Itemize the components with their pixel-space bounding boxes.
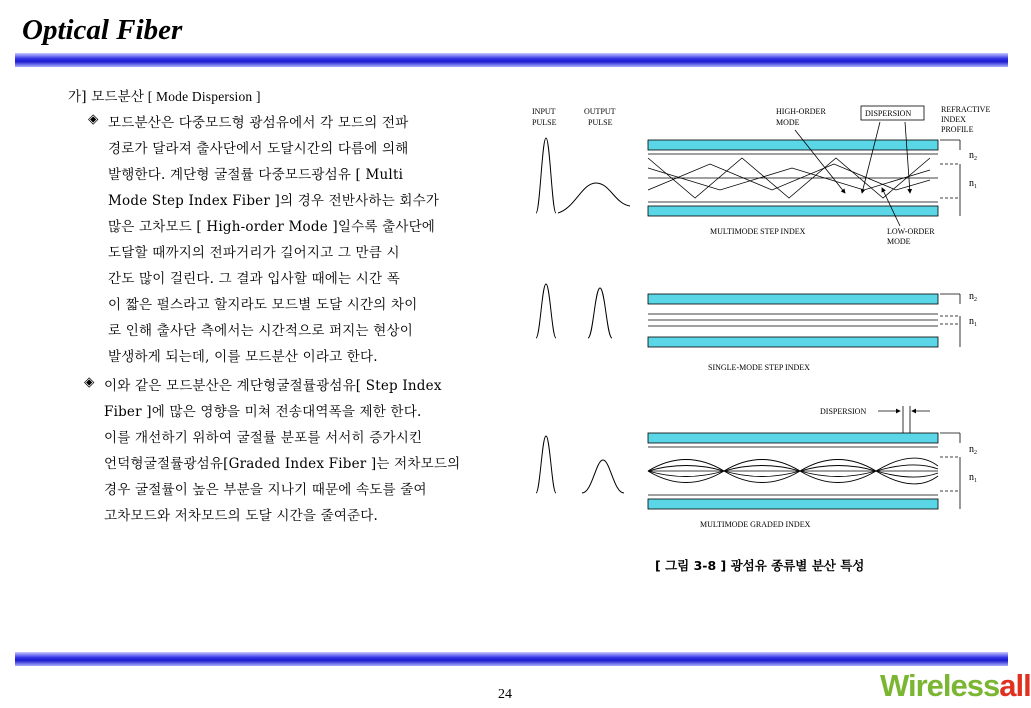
n1-label-1: $n_1$ bbox=[969, 178, 977, 190]
low-order-mode-label-1: LOW-ORDER bbox=[887, 227, 935, 236]
section-heading-korean: 가] 모드분산 bbox=[68, 89, 145, 105]
cladding-bottom-3 bbox=[648, 499, 938, 509]
single-mode-label: SINGLE-MODE STEP INDEX bbox=[708, 363, 810, 372]
bullet1-line-1: 모드분산은 다중모드형 광섬유에서 각 모드의 전파 bbox=[108, 115, 409, 131]
bullet2-line-5: 경우 굴절률이 높은 부분을 지나기 때문에 속도를 줄여 bbox=[104, 482, 427, 498]
bullet2-line-4: 언덕형굴절률광섬유[Graded Index Fiber ]는 저차모드의 bbox=[104, 456, 461, 472]
page-number: 24 bbox=[498, 687, 512, 702]
output-pulse-label-1: OUTPUT bbox=[584, 107, 616, 116]
bullet1-line-6: 도달할 때까지의 전파거리가 길어지고 그 만큼 시 bbox=[108, 245, 400, 261]
multimode-graded-index-label: MULTIMODE GRADED INDEX bbox=[700, 520, 811, 529]
bullet1-line-3: 발행한다. 계단형 굴절률 다중모드광섬유 [ Multi bbox=[108, 167, 404, 183]
refractive-label-2: INDEX bbox=[941, 115, 966, 124]
cladding-top-2 bbox=[648, 294, 938, 304]
output-pulse-label-2: PULSE bbox=[588, 118, 613, 127]
input-pulse-label-1: INPUT bbox=[532, 107, 556, 116]
cladding-top-3 bbox=[648, 433, 938, 443]
input-pulse-label-2: PULSE bbox=[532, 118, 557, 127]
bullet1-line-8: 이 짧은 펄스라고 할지라도 모드별 도달 시간의 차이 bbox=[108, 297, 418, 313]
graded-ray-1 bbox=[648, 460, 938, 484]
bullet1-line-4: Mode Step Index Fiber ]의 경우 전반사하는 회수가 bbox=[108, 193, 440, 209]
n1-label-2: $n_1$ bbox=[969, 316, 977, 328]
bullet1-line-10: 발생하게 되는데, 이를 모드분산 이라고 한다. bbox=[108, 349, 378, 365]
output-pulse-2 bbox=[588, 288, 612, 338]
bullet-icon-2: ◈ bbox=[84, 374, 95, 390]
input-pulse-2 bbox=[536, 284, 556, 338]
section-heading-english: [ Mode Dispersion ] bbox=[144, 89, 261, 104]
header-bar bbox=[15, 53, 1008, 67]
input-pulse-1 bbox=[536, 138, 556, 213]
wirelessall-logo: Wirelessall bbox=[880, 668, 1031, 703]
dispersion-bottom-label: DISPERSION bbox=[820, 407, 867, 416]
bullet1-line-9: 로 인해 출사단 측에서는 시간적으로 퍼지는 현상이 bbox=[108, 323, 414, 339]
multimode-step-index-label: MULTIMODE STEP INDEX bbox=[710, 227, 806, 236]
section-heading bbox=[68, 85, 261, 105]
n1-label-3: $n_1$ bbox=[969, 472, 977, 484]
high-order-mode-label-1: HIGH-ORDER bbox=[776, 107, 826, 116]
bullet1-line-7: 간도 많이 걸린다. 그 결과 입사할 때에는 시간 폭 bbox=[108, 271, 400, 287]
bullet1-line-5: 많은 고차모드 [ High-order Mode ]일수록 출사단에 bbox=[108, 219, 436, 235]
bullet-icon: ◈ bbox=[88, 111, 99, 127]
bullet2-line-1: 이와 같은 모드분산은 계단형굴절률광섬유[ Step Index bbox=[104, 378, 442, 394]
graded-ray-2 bbox=[648, 458, 938, 482]
low-order-mode-label-2: MODE bbox=[887, 237, 911, 246]
page-title: Optical Fiber bbox=[22, 14, 183, 46]
output-pulse-3 bbox=[582, 460, 624, 493]
input-pulse-3 bbox=[536, 436, 556, 493]
n2-label-3: $n_2$ bbox=[969, 444, 977, 456]
bullet2-line-2: Fiber ]에 많은 영향을 미쳐 전송대역폭을 제한 한다. bbox=[104, 404, 422, 420]
n2-label-1: $n_2$ bbox=[969, 150, 977, 162]
cladding-bottom-2 bbox=[648, 337, 938, 347]
bullet1-line-2: 경로가 달라져 출사단에서 도달시간의 다름에 의해 bbox=[108, 141, 409, 157]
bullet2-line-3: 이를 개선하기 위하여 굴절률 분포를 서서히 증가시킨 bbox=[104, 430, 423, 446]
cladding-top-1 bbox=[648, 140, 938, 150]
n2-label-2: $n_2$ bbox=[969, 291, 977, 303]
refractive-label-1: REFRACTIVE bbox=[941, 105, 991, 114]
bullet2-line-6: 고차모드와 저차모드의 도달 시간을 줄여준다. bbox=[104, 508, 379, 524]
high-order-mode-label-2: MODE bbox=[776, 118, 800, 127]
figure-caption: [ 그림 3-8 ] 광섬유 종류별 분산 특성 bbox=[655, 558, 865, 573]
dispersion-top-label: DISPERSION bbox=[865, 109, 912, 118]
refractive-label-3: PROFILE bbox=[941, 125, 974, 134]
fiber-dispersion-diagram bbox=[520, 98, 995, 538]
output-pulse-1 bbox=[558, 183, 630, 213]
footer-bar bbox=[15, 652, 1008, 666]
